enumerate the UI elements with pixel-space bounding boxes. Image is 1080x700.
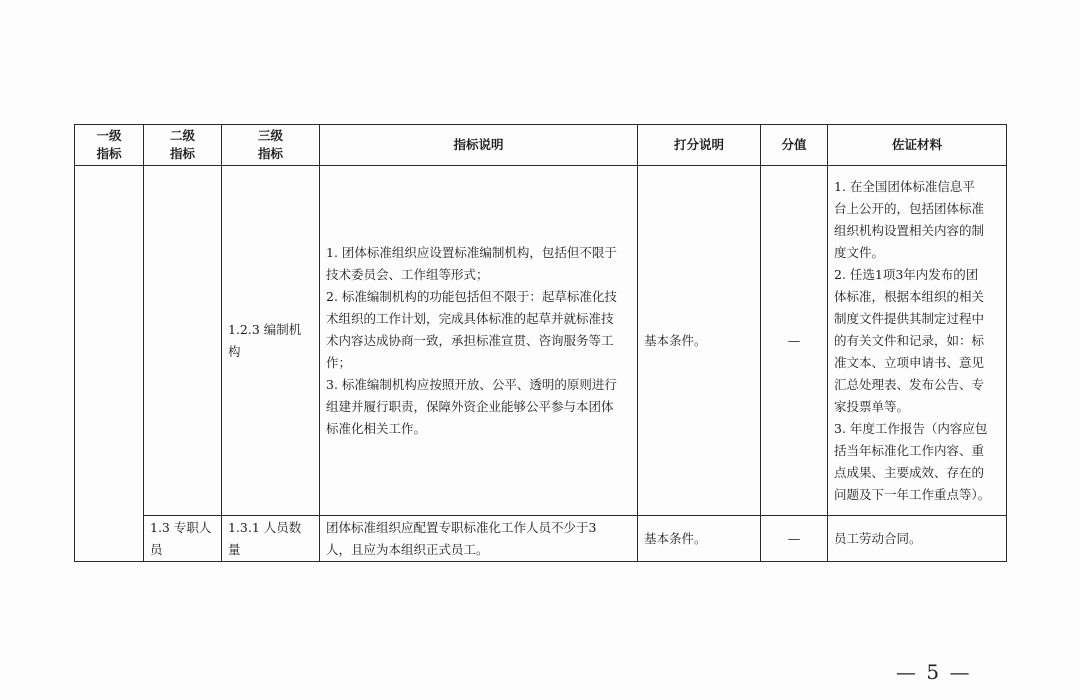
header-description: 指标说明 [320,125,638,166]
evidence-cell: 1. 在全国团体标准信息平 台上公开的，包括团体标准 组织机构设置相关内容的制 度文件。 2. 任选1项3年内发布的团 体标准，根据本组织的相关 制度文件提供其制定过程中 的有关文件和记录，如：标 准文本、立项申请书、意见 汇总处理表、发布公告、专 家投票单等。 3. 年度工作报告（内容应包 括当年标准化工作内容、重 点成果、主要成效、存在的 问题及下一年工作重点等）。 [828,166,1007,516]
header-score: 分值 [761,125,828,166]
scoring-cell: 基本条件。 [638,516,761,562]
criteria-table [74,124,1007,562]
header-level1: 一级 指标 [75,125,144,166]
header-row [75,125,1007,166]
table-row [75,516,1007,562]
description-cell: 团体标准组织应配置专职标准化工作人员不少于3 人，且应为本组织正式员工。 [320,516,638,562]
score-cell: — [761,166,828,516]
level1-cell [75,166,144,562]
level2-cell: 1.3 专职人 员 [144,516,222,562]
scoring-cell: 基本条件。 [638,166,761,516]
level2-cell [144,166,222,516]
level3-cell: 1.2.3 编制机 构 [222,166,320,516]
evidence-cell: 员工劳动合同。 [828,516,1007,562]
level3-cell: 1.3.1 人员数 量 [222,516,320,562]
header-evidence: 佐证材料 [828,125,1007,166]
header-scoring: 打分说明 [638,125,761,166]
table-row [75,166,1007,516]
description-cell: 1. 团体标准组织应设置标准编制机构，包括但不限于 技术委员会、工作组等形式； 2. 标准编制机构的功能包括但不限于：起草标准化技 术组织的工作计划，完成具体标准的起草并就标准技 术内容达成协商一致，承担标准宣贯、咨询服务等工 作； 3. 标准编制机构应按照开放、公平、透明的原则进行 组建并履行职责，保障外资企业能够公平参与本团体 标准化相关工作。 [320,166,638,516]
header-level3: 三级 指标 [222,125,320,166]
header-level2: 二级 指标 [144,125,222,166]
score-cell: — [761,516,828,562]
page-number: — 5 — [896,660,972,684]
